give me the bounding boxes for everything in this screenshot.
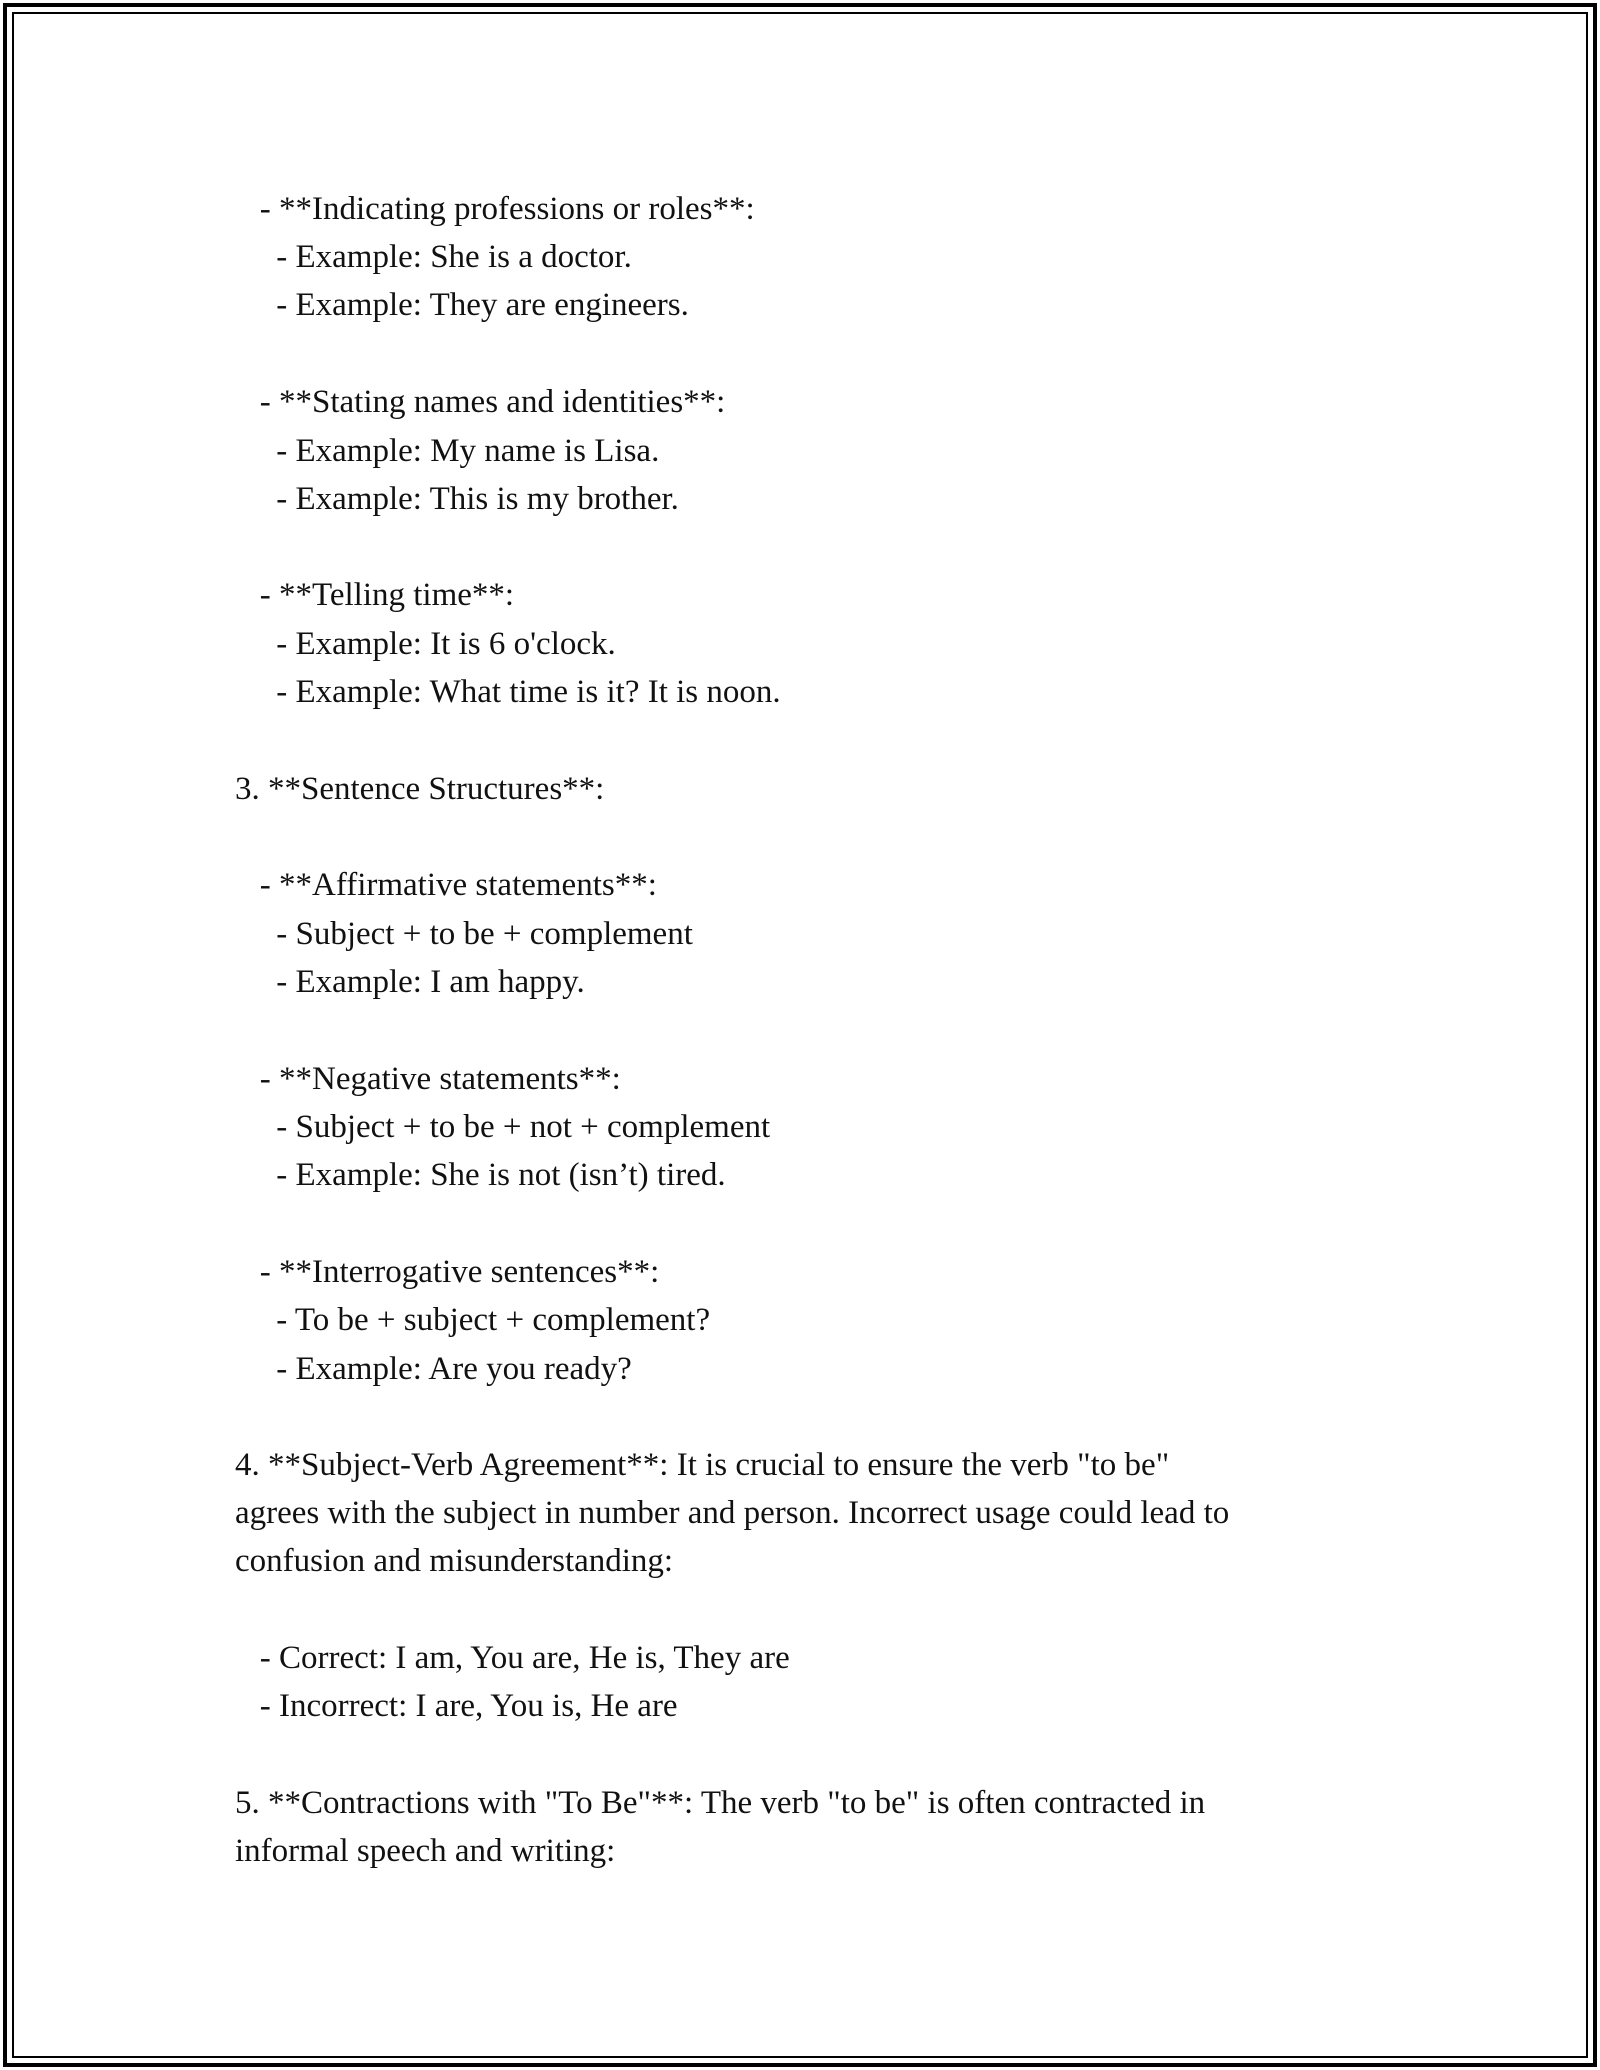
paragraph-line: 5. **Contractions with "To Be"**: The verb "to be" is often contracted in <box>235 1785 1206 1821</box>
text-line: - Example: I am happy. <box>235 964 585 1000</box>
paragraph-line: informal speech and writing: <box>235 1833 616 1869</box>
text-line: - **Negative statements**: <box>235 1061 621 1097</box>
paragraph-line: confusion and misunderstanding: <box>235 1543 674 1579</box>
text-line: - Example: This is my brother. <box>235 481 679 517</box>
text-line: - **Indicating professions or roles**: <box>235 191 755 227</box>
section-heading: 3. **Sentence Structures**: <box>235 771 605 807</box>
paragraph-line: 4. **Subject-Verb Agreement**: It is crucial to ensure the verb "to be" <box>235 1447 1170 1483</box>
text-line: - Example: My name is Lisa. <box>235 433 660 469</box>
text-line: - Example: Are you ready? <box>235 1351 632 1387</box>
text-line: - Subject + to be + complement <box>235 916 693 952</box>
text-line: - Example: They are engineers. <box>235 287 689 323</box>
text-line: - **Interrogative sentences**: <box>235 1254 660 1290</box>
paragraph-line: agrees with the subject in number and person. Incorrect usage could lead to <box>235 1495 1230 1531</box>
text-line: - **Telling time**: <box>235 577 515 613</box>
text-line: - **Stating names and identities**: <box>235 384 726 420</box>
text-line: - Incorrect: I are, You is, He are <box>235 1688 678 1724</box>
text-line: - **Affirmative statements**: <box>235 867 657 903</box>
text-line: - Subject + to be + not + complement <box>235 1109 771 1145</box>
text-line: - Example: What time is it? It is noon. <box>235 674 781 710</box>
text-line: - Example: It is 6 o'clock. <box>235 626 616 662</box>
text-line: - Example: She is a doctor. <box>235 239 632 275</box>
text-line: - To be + subject + complement? <box>235 1302 711 1338</box>
text-line: - Example: She is not (isn’t) tired. <box>235 1157 726 1193</box>
text-line: - Correct: I am, You are, He is, They are <box>235 1640 790 1676</box>
